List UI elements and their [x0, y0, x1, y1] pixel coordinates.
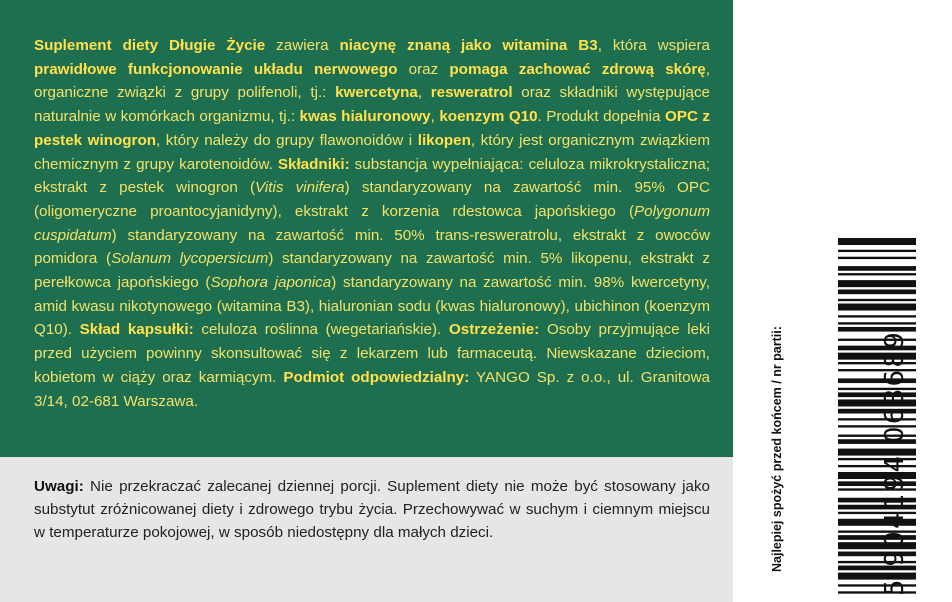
ingredients-text	[34, 34, 710, 413]
latin-name: Polygonum cuspidatum	[34, 202, 710, 244]
product-name: Suplement diety Długie Życie	[34, 37, 266, 54]
text-segment: ,	[430, 108, 440, 126]
highlight-hyaluronic-acid: kwas hialuronowy	[299, 108, 431, 126]
latin-name: Sophora japonica	[210, 274, 332, 292]
highlight-niacin: niacynę znaną jako witamina B3	[339, 37, 598, 54]
notes-body: Nie przekraczać zalecanej dziennej porcji. Suplement diety nie może być stosowany jako substytut zróżnicowanej diety i zdrowego trybu życia. Przechowywać w suchym i ciemnym miejscu w temperaturze pokojowej, w sposób niedostępny dla małych dzieci.	[34, 478, 710, 542]
latin-name: Vitis vinifera	[255, 179, 345, 197]
text-segment: ,	[417, 84, 431, 102]
text-segment: , organiczne związki z grupy polifenoli, tj.:	[34, 60, 710, 102]
text-segment: . Produkt dopełnia	[537, 108, 665, 126]
text-segment: YANGO Sp. z o.o., ul. Granitowa 3/14, 02-681 Warszawa.	[34, 368, 710, 410]
warning-heading: Ostrzeżenie:	[448, 321, 540, 339]
highlight-skin: pomaga zachować zdrową skórę	[449, 60, 706, 78]
capsule-heading: Skład kapsułki:	[79, 321, 194, 339]
text-segment: ) standaryzowany na zawartość min. 50% trans-resweratrolu, ekstrakt z owoców pomidora (	[34, 226, 710, 268]
text-segment: ) standaryzowany na zawartość min. 5% likopenu, ekstrakt z perełkowca japońskiego (	[34, 250, 711, 292]
highlight-lycopene: likopen	[417, 131, 471, 149]
notes-panel	[0, 457, 733, 602]
notes-text	[34, 475, 710, 545]
barcode-number: 5 904194 063689	[880, 329, 910, 596]
highlight-opc: OPC z pestek winogron	[34, 108, 710, 149]
text-segment: oraz	[397, 60, 450, 78]
text-segment: substancja wypełniająca: celuloza mikrokrystaliczna; ekstrakt z pestek winogron (	[34, 155, 711, 197]
text-segment: , który należy do grupy flawonoidów i	[156, 131, 418, 149]
responsible-entity-heading: Podmiot odpowiedzialny:	[283, 368, 470, 386]
text-segment: , która wspiera	[597, 37, 710, 54]
text-segment: oraz składniki występujące naturalnie w komórkach organizmu, tj.:	[34, 84, 710, 126]
batch-label: Najlepiej spożyć przed końcem / nr partii:	[770, 326, 784, 572]
latin-name: Solanum lycopersicum	[111, 250, 269, 268]
text-segment: ) standaryzowany na zawartość min. 95% OPC (oligomeryczne proantocyjanidyny), ekstrakt z korzenia rdestowca japońskiego (	[34, 179, 710, 220]
highlight-quercetin: kwercetyna	[335, 84, 418, 102]
highlight-q10: koenzym Q10	[439, 108, 538, 126]
text-segment: , który jest organicznym związkiem chemicznym z grupy karotenoidów.	[34, 131, 710, 173]
notes-heading: Uwagi:	[34, 478, 84, 495]
text-segment: celuloza roślinna (wegetariańskie).	[193, 321, 449, 339]
highlight-resveratrol: resweratrol	[430, 84, 513, 102]
highlight-nervous-system: prawidłowe funkcjonowanie układu nerwowego	[34, 60, 398, 78]
text-segment: zawiera	[265, 37, 340, 54]
text-segment: Osoby przyjmujące leki przed użyciem powinny skonsultować się z lekarzem lub farmaceutą. Niewskazane dzieciom, kobietom w ciąży oraz karmiącym.	[34, 321, 710, 386]
ingredients-heading: Składniki:	[277, 155, 350, 173]
text-segment: ) standaryzowany na zawartość min. 98% kwercetyny, amid kwasu nikotynowego (witamina B3), hialuronian sodu (kwas hialuronowy), ubichinon (koenzym Q10).	[34, 274, 710, 339]
